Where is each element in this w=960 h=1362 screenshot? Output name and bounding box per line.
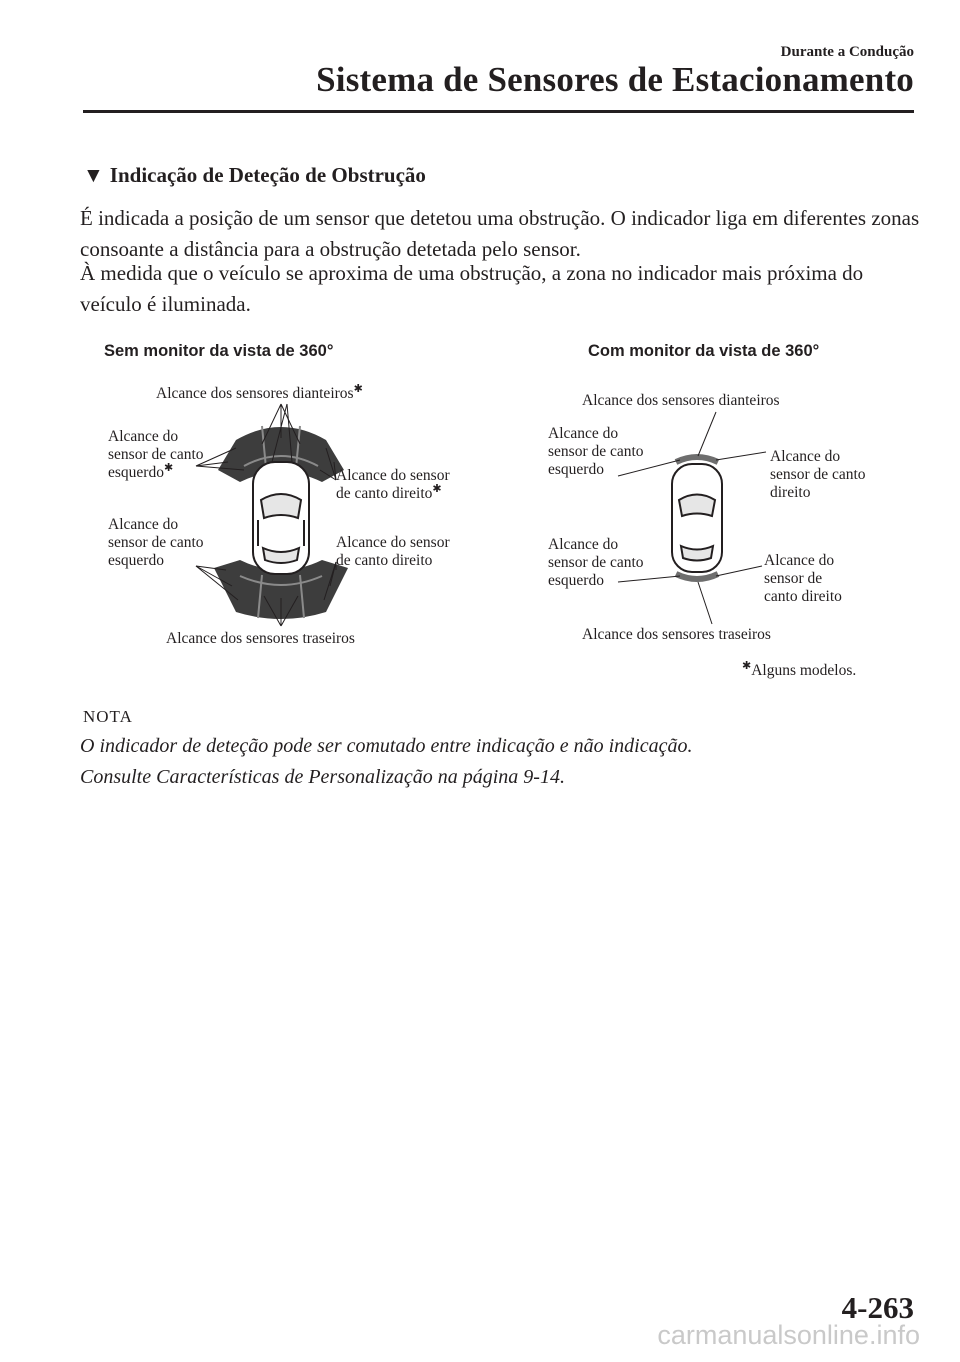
figure-right-title: Com monitor da vista de 360° bbox=[588, 342, 820, 360]
right-rear-range-label: Alcance dos sensores traseiros bbox=[582, 626, 771, 643]
page-number: 4-263 bbox=[841, 1290, 914, 1325]
paragraph-1: É indicada a posição de um sensor que detetou uma obstrução. O indicador liga em diferentes zonas consoante a distância para a obstrução detetada pelo sensor. bbox=[80, 206, 920, 261]
right-front-left-corner-label: Alcance do sensor de canto esquerdo bbox=[548, 425, 644, 478]
page-title: Sistema de Sensores de Estacionamento bbox=[316, 60, 914, 99]
right-rear-right-corner-label: Alcance do sensor de canto direito bbox=[764, 552, 842, 605]
triangle-marker-icon: ▼ bbox=[83, 163, 104, 187]
left-front-right-corner-label: Alcance do sensor de canto direito✱ bbox=[336, 467, 450, 502]
left-front-left-corner-label: Alcance do sensor de canto esquerdo✱ bbox=[108, 428, 204, 481]
note-title: NOTA bbox=[83, 707, 133, 726]
footnote: ✱Alguns modelos. bbox=[742, 658, 857, 679]
left-front-range-label: Alcance dos sensores dianteiros✱ bbox=[156, 381, 363, 402]
rear-indicator-arc-icon bbox=[676, 574, 718, 579]
left-rear-range-label: Alcance dos sensores traseiros bbox=[166, 630, 355, 647]
footnote-star-icon: ✱ bbox=[432, 481, 442, 495]
footnote-star-icon: ✱ bbox=[353, 381, 363, 395]
paragraph-2: À medida que o veículo se aproxima de uma obstrução, a zona no indicador mais próxima do veículo é iluminada. bbox=[80, 261, 864, 316]
left-rear-right-corner-label: Alcance do sensor de canto direito bbox=[336, 534, 450, 569]
right-rear-left-corner-label: Alcance do sensor de canto esquerdo bbox=[548, 536, 644, 589]
front-indicator-arc-icon bbox=[676, 457, 718, 462]
figure-left-title: Sem monitor da vista de 360° bbox=[104, 342, 334, 360]
note-text bbox=[80, 731, 692, 793]
footnote-star-icon: ✱ bbox=[163, 460, 174, 474]
note-line-1: O indicador de deteção pode ser comutado entre indicação e não indicação. bbox=[80, 735, 693, 757]
note-line-2: Consulte Características de Personalização na página 9-14. bbox=[80, 766, 565, 788]
right-front-right-corner-label: Alcance do sensor de canto direito bbox=[770, 448, 866, 501]
left-figure-zones bbox=[196, 404, 348, 626]
car-icon bbox=[672, 464, 722, 572]
section-heading-text: Indicação de Deteção de Obstrução bbox=[109, 163, 426, 187]
car-icon bbox=[253, 462, 309, 574]
watermark: carmanualsonline.info bbox=[657, 1320, 920, 1350]
right-front-range-label: Alcance dos sensores dianteiros bbox=[582, 392, 780, 409]
chapter-label: Durante a Condução bbox=[780, 44, 914, 60]
left-rear-left-corner-label: Alcance do sensor de canto esquerdo bbox=[108, 516, 204, 569]
footnote-star-icon: ✱ bbox=[742, 658, 752, 672]
